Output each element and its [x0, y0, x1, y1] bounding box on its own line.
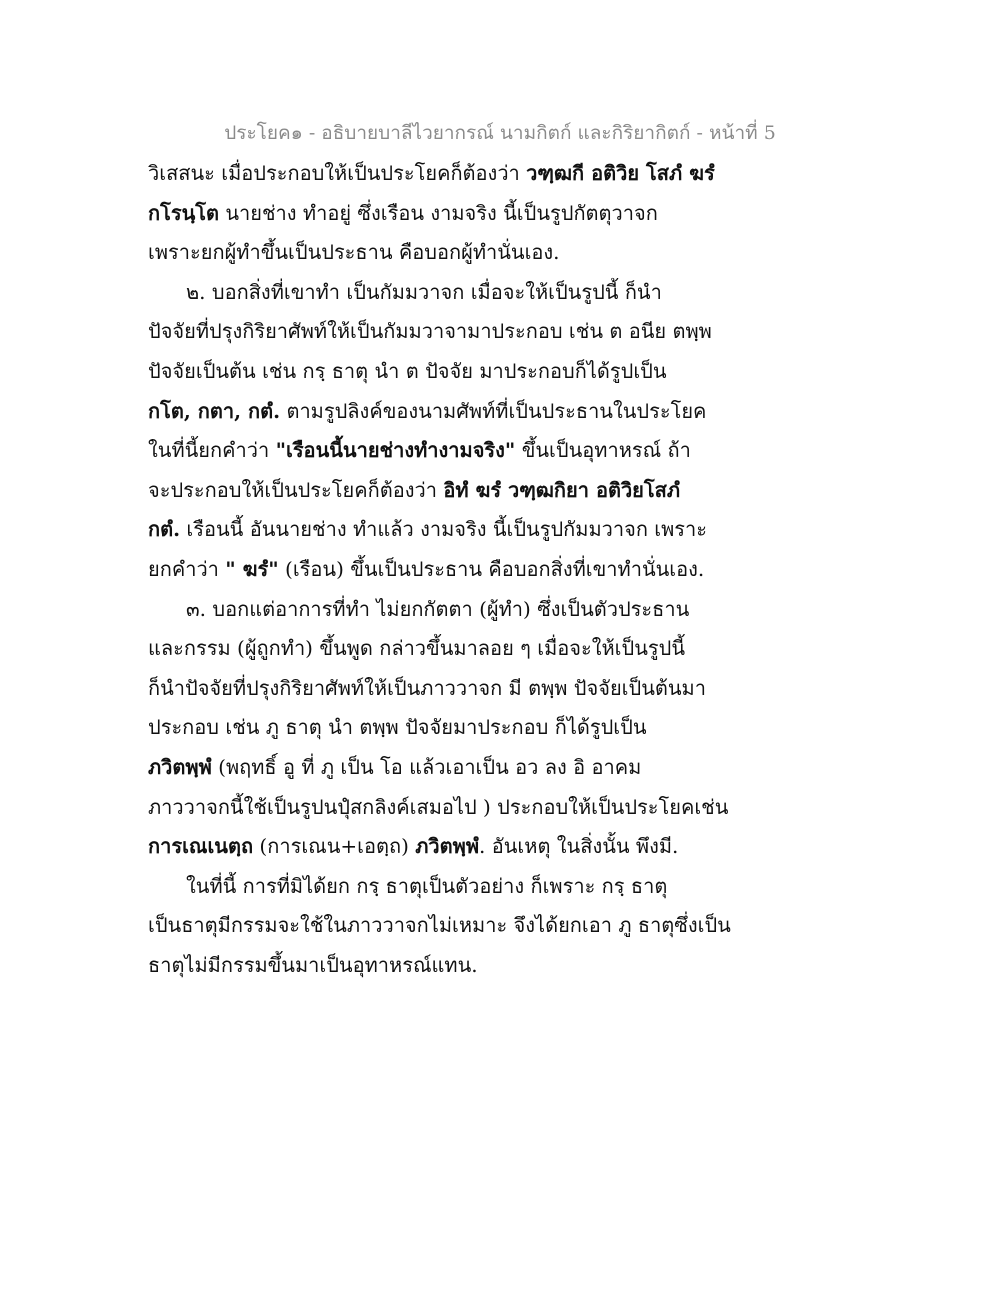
- line-text: ธาตุไม่มีกรรมขึ้นมาเป็นอุทาหรณ์แทน.: [148, 952, 478, 977]
- text-line: [148, 629, 848, 669]
- pali-term: กโรนฺโต: [148, 200, 219, 225]
- text-line: [148, 431, 848, 471]
- text-line: [148, 471, 848, 511]
- header-text: ประโยค๑ - อธิบายบาลีไวยากรณ์ นามกิตก์ และกิริยากิตก์ - หน้าที่ 5: [224, 122, 776, 144]
- line-text: (การเณน+เอตฺถ): [253, 834, 416, 859]
- page-header: [0, 118, 1000, 148]
- line-text: ในที่นี้ การที่มิได้ยก กรฺ ธาตุเป็นตัวอย่าง ก็เพราะ กรฺ ธาตุ: [186, 873, 668, 898]
- text-line: [148, 708, 848, 748]
- text-line: [148, 827, 848, 867]
- line-text: นายช่าง ทำอยู่ ซึ่งเรือน งามจริง นี้เป็นรูปกัตตุวาจก: [219, 200, 658, 225]
- line-text: ในที่นี้ยกคำว่า: [148, 438, 276, 463]
- line-text: ๓. บอกแต่อาการที่ทำ ไม่ยกกัตตา (ผู้ทำ) ซึ่งเป็นตัวประธาน: [186, 596, 690, 621]
- closing-paragraph-start: [148, 867, 848, 907]
- text-line: [148, 194, 848, 234]
- text-line: [148, 550, 848, 590]
- text-line: [148, 233, 848, 273]
- section-2-start: [148, 273, 848, 313]
- pali-term: อิทํ ฆรํ วฑฺฒกิยา อติวิยโสภํ: [443, 477, 681, 502]
- line-text: ขึ้นเป็นอุทาหรณ์ ถ้า: [515, 438, 691, 463]
- pali-term: การเณเนตฺถ: [148, 834, 254, 859]
- line-text: วิเสสนะ เมื่อประกอบให้เป็นประโยคก็ต้องว่า: [148, 161, 527, 185]
- line-text: ปัจจัยเป็นต้น เช่น กรฺ ธาตุ นำ ต ปัจจัย มาประกอบก็ได้รูปเป็น: [148, 358, 667, 383]
- line-text: ก็นำปัจจัยที่ปรุงกิริยาศัพท์ให้เป็นภาววาจก มี ตพฺพ ปัจจัยเป็นต้นมา: [148, 675, 706, 700]
- pali-term: " ฆรํ": [225, 556, 279, 581]
- text-line: [148, 392, 848, 432]
- line-text: (พฤทธิ์ อู ที่ ภู เป็น โอ แล้วเอาเป็น อว ลง อิ อาคม: [211, 754, 642, 779]
- document-body: [148, 154, 848, 985]
- line-text: เรือนนี้ อันนายช่าง ทำแล้ว งามจริง นี้เป็นรูปกัมมวาจก เพราะ: [180, 517, 708, 542]
- line-text: ตามรูปลิงค์ของนามศัพท์ที่เป็นประธานในประโยค: [280, 398, 707, 423]
- line-text: ปัจจัยที่ปรุงกิริยาศัพท์ให้เป็นกัมมวาจามาประกอบ เช่น ต อนีย ตพฺพ: [148, 319, 712, 344]
- line-text: ภาววาจกนี้ใช้เป็นรูปนปุํสกลิงค์เสมอไป ) ประกอบให้เป็นประโยคเช่น: [148, 794, 729, 819]
- line-text: ๒. บอกสิ่งที่เขาทำ เป็นกัมมวาจก เมื่อจะให้เป็นรูปนี้ ก็นำ: [186, 279, 662, 304]
- pali-term: วฑฺฒกี อติวิย โสภํ ฆรํ: [526, 161, 715, 185]
- line-text: ประกอบ เช่น ภู ธาตุ นำ ตพฺพ ปัจจัยมาประกอบ ก็ได้รูปเป็น: [148, 715, 647, 740]
- text-line: [148, 352, 848, 392]
- section-3-start: [148, 590, 848, 630]
- text-line: [148, 312, 848, 352]
- line-text: เพราะยกผู้ทำขึ้นเป็นประธาน คือบอกผู้ทำนั่นเอง.: [148, 240, 560, 265]
- text-line: [148, 748, 848, 788]
- pali-term: ภวิตพฺพํ: [148, 754, 212, 779]
- text-line: [148, 788, 848, 828]
- line-text: ยกคำว่า: [148, 556, 226, 581]
- text-line: [148, 946, 848, 986]
- text-line: [148, 510, 848, 550]
- pali-term: ภวิตพฺพํ: [415, 834, 480, 859]
- pali-term: กโต, กตา, กตํ.: [148, 398, 281, 423]
- line-text: และกรรม (ผู้ถูกทำ) ขึ้นพูด กล่าวขึ้นมาลอย ๆ เมื่อจะให้เป็นรูปนี้: [148, 636, 685, 661]
- line-text: จะประกอบให้เป็นประโยคก็ต้องว่า: [148, 477, 444, 502]
- text-line: [148, 154, 848, 194]
- line-text: เป็นธาตุมีกรรมจะใช้ในภาววาจกไม่เหมาะ จึงได้ยกเอา ภู ธาตุซึ่งเป็น: [148, 913, 731, 938]
- example-quote: "เรือนนี้นายช่างทำงามจริง": [275, 438, 516, 463]
- line-text: . อันเหตุ ในสิ่งนั้น พึงมี.: [479, 834, 679, 859]
- text-line: [148, 669, 848, 709]
- line-text: (เรือน) ขึ้นเป็นประธาน คือบอกสิ่งที่เขาทำนั่นเอง.: [278, 556, 705, 581]
- text-line: [148, 906, 848, 946]
- pali-term: กตํ.: [148, 517, 181, 542]
